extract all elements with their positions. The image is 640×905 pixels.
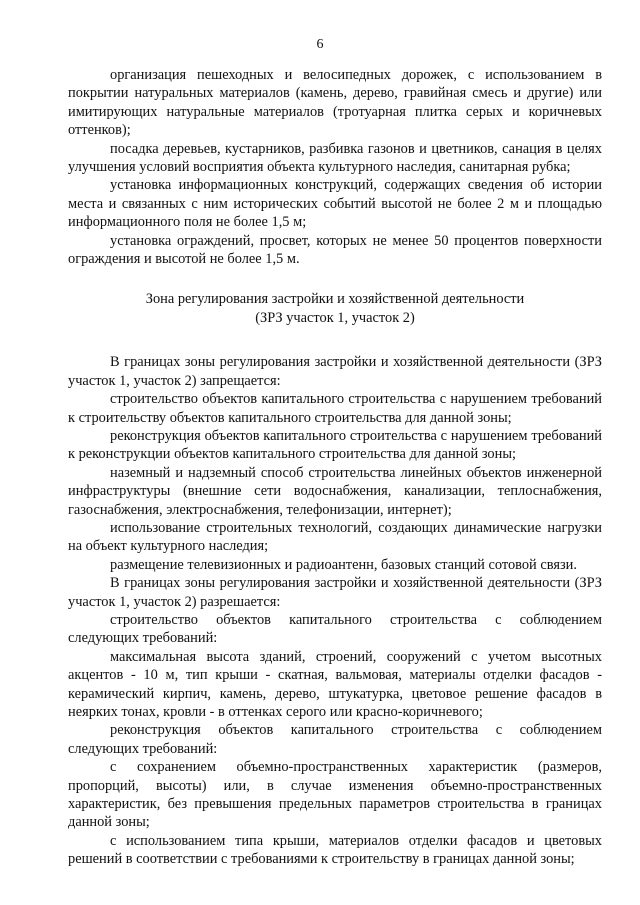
- paragraph-info-structures: установка информационных конструкций, содержащих сведения об истории места и связанных с ним исторических событий высотой не более 2 м и площадью информационного поля не более 1,5 м;: [68, 177, 602, 231]
- paragraph-max-height-requirements: максимальная высота зданий, строений, сооружений с учетом высотных акцентов - 10 м, тип крыши - скатная, вальмовая, материалы отделки фасадов - керамический кирпич, камень, дерево, штукатурка, цветовое решение фасадов в неярких тонах, кровли - в оттенках серого или красно-коричневого;: [68, 648, 602, 720]
- paragraph-pedestrian-paths: организация пешеходных и велосипедных дорожек, с использованием в покрытии натуральных материалов (камень, дерево, гравийная смесь и другие) или имитирующих натуральные материалов (тротуарная плитка серых и коричневых оттенков);: [68, 67, 602, 139]
- paragraph-prohibited-construction: строительство объектов капитального строительства с нарушением требований к строительству объектов капитального строительства для данной зоны;: [68, 391, 602, 426]
- paragraph-permitted-reconstruction: реконструкция объектов капитального строительства с соблюдением следующих требований:: [68, 722, 602, 757]
- paragraph-permitted-intro: В границах зоны регулирования застройки и хозяйственной деятельности (ЗРЗ участок 1, участок 2) разрешается:: [68, 575, 602, 610]
- paragraph-prohibited-intro: В границах зоны регулирования застройки и хозяйственной деятельности (ЗРЗ участок 1, участок 2) запрещается:: [68, 354, 602, 389]
- paragraph-tree-planting: посадка деревьев, кустарников, разбивка газонов и цветников, санация в целях улучшения условий восприятия объекта культурного наследия, санитарная рубка;: [68, 140, 602, 176]
- paragraph-fences: установка ограждений, просвет, которых не менее 50 процентов поверхности ограждения и высотой не более 1,5 м.: [68, 232, 602, 268]
- paragraph-permitted-construction: строительство объектов капитального строительства с соблюдением следующих требований:: [68, 611, 602, 647]
- document-body: [68, 66, 602, 869]
- paragraph-prohibited-reconstruction: реконструкция объектов капитального строительства с нарушением требований к реконструкции объектов капитального строительства для данной зоны;: [68, 427, 602, 463]
- paragraph-prohibited-linear-objects: наземный и надземный способ строительства линейных объектов инженерной инфраструктуры (внешние сети водоснабжения, канализации, теплоснабжения, газоснабжения, электроснабжения, телефонизации, интернет);: [68, 464, 602, 518]
- section-heading: [68, 290, 602, 327]
- page-number: 6: [316, 37, 324, 52]
- section-heading-line-2: (ЗРЗ участок 1, участок 2): [255, 309, 415, 326]
- paragraph-volume-preservation: с сохранением объемно-пространственных характеристик (размеров, пропорций, высоты) или, в случае изменения объемно-пространственных характеристик, без превышения предельных параметров строительства в границах данной зоны;: [68, 759, 602, 831]
- section-heading-line-1: Зона регулирования застройки и хозяйственной деятельности: [145, 291, 525, 308]
- paragraph-prohibited-antennas: размещение телевизионных и радиоантенн, базовых станций сотовой связи.: [110, 556, 577, 573]
- paragraph-prohibited-technologies: использование строительных технологий, создающих динамические нагрузки на объект культурного наследия;: [68, 519, 602, 555]
- paragraph-roof-and-facade: с использованием типа крыши, материалов отделки фасадов и цветовых решений в соответствии с требованиями к строительству в границах данной зоны;: [68, 832, 602, 868]
